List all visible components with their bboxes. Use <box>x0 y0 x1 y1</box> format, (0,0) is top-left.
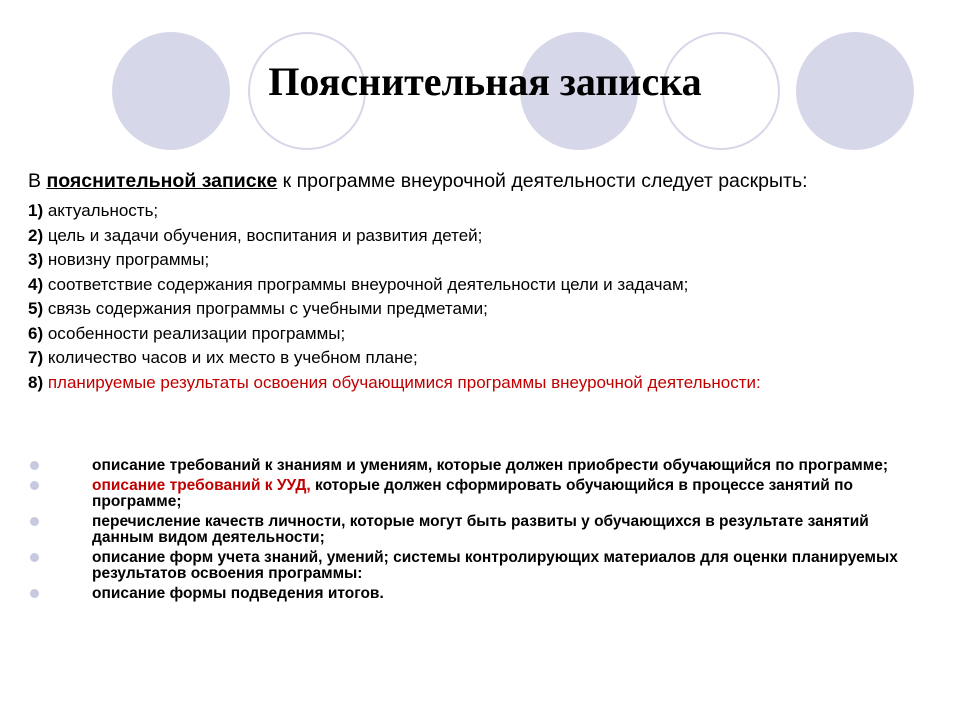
bullet-dot-icon <box>30 461 39 470</box>
list-item <box>28 224 928 249</box>
bullet-dot-icon <box>30 517 39 526</box>
bullet-text: описание формы подведения итогов. <box>92 585 384 602</box>
intro-suffix: к программе внеурочной деятельности следует раскрыть: <box>277 170 808 192</box>
item-text: новизну программы; <box>43 250 210 269</box>
bullet-text: перечисление качеств личности, которые могут быть развиты у обучающихся в результате занятий данным видом деятельности; <box>92 513 869 546</box>
item-number: 5) <box>28 299 44 318</box>
bullet-dot-icon <box>30 589 39 598</box>
item-text: связь содержания программы с учебными предметами; <box>43 299 488 318</box>
bullet-dot-icon <box>30 481 39 490</box>
intro-emphasis: пояснительной записке <box>46 170 278 192</box>
item-text: актуальность; <box>43 201 159 220</box>
item-text: количество часов и их место в учебном плане; <box>43 348 418 367</box>
bullet-item <box>28 514 928 546</box>
slide-body <box>28 166 928 395</box>
item-number: 1) <box>28 201 44 220</box>
bullet-item <box>28 586 928 602</box>
item-number: 3) <box>28 250 44 269</box>
slide-title: Пояснительная записка <box>268 59 702 104</box>
bullet-text: описание требований к знаниям и умениям, которые должен приобрести обучающийся по программе; <box>92 457 889 474</box>
item-text: особенности реализации программы; <box>43 323 346 343</box>
item-text: соответствие содержания программы внеурочной деятельности цели и задачам; <box>43 274 689 294</box>
list-item <box>28 199 928 224</box>
list-item <box>28 371 928 396</box>
list-item <box>28 248 928 273</box>
item-text: цель и задачи обучения, воспитания и развития детей; <box>43 225 483 245</box>
list-item <box>28 297 928 322</box>
bullet-dot-icon <box>30 553 39 562</box>
intro-paragraph <box>28 166 928 197</box>
item-number: 4) <box>28 274 44 294</box>
bullet-list <box>28 458 928 606</box>
numbered-list <box>28 199 928 395</box>
item-number: 7) <box>28 348 44 367</box>
list-item <box>28 346 928 371</box>
list-item <box>28 322 928 347</box>
bullet-text: описание форм учета знаний, умений; системы контролирующих материалов для оценки планируемых результатов освоения программы: <box>92 549 898 582</box>
bullet-text: которые должен сформировать обучающийся в процессе занятий по программе; <box>92 477 853 510</box>
bullet-item <box>28 478 928 510</box>
list-item <box>28 273 928 298</box>
item-number: 6) <box>28 323 44 343</box>
item-number: 2) <box>28 225 44 245</box>
bullet-item <box>28 550 928 582</box>
bullet-item <box>28 458 928 474</box>
item-text-highlight: планируемые результаты освоения обучающимися программы внеурочной деятельности: <box>43 372 761 392</box>
bullet-text-highlight: описание требований к УУД, <box>92 477 311 494</box>
intro-prefix: В <box>28 170 47 192</box>
item-number: 8) <box>28 372 44 392</box>
